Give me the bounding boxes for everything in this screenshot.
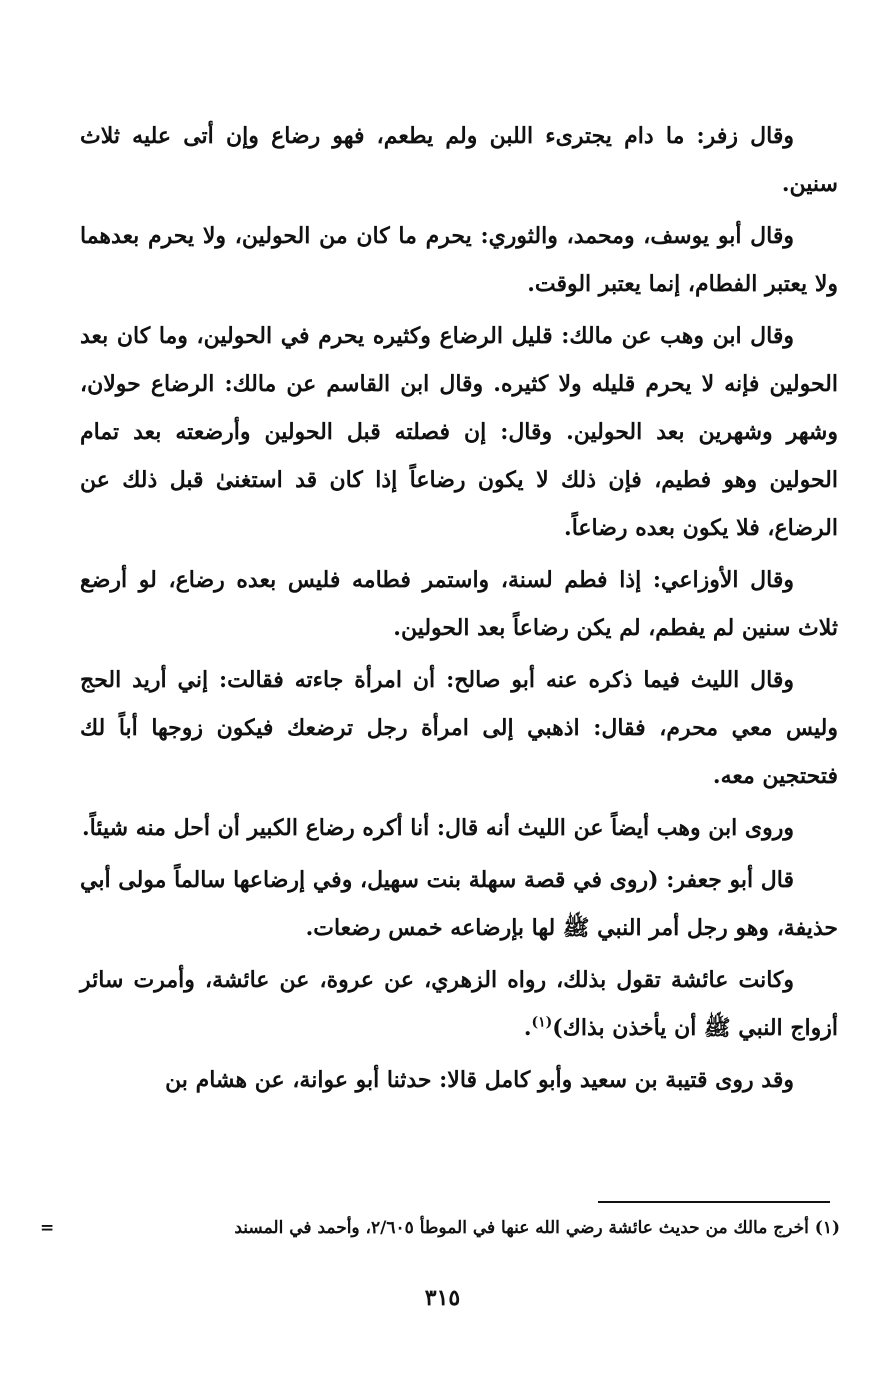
paragraph: قال أبو جعفر: (روى في قصة سهلة بنت سهيل، وفي إرضاعها سالماً مولى أبي حذيفة، وهو رجل أمر النبي ﷺ لها بإرضاعه خمس رضعات. (80, 867, 838, 941)
paragraph: وقال زفر: ما دام يجترىء اللبن ولم يطعم، فهو رضاع وإن أتى عليه ثلاث سنين. (80, 123, 838, 197)
paragraph: وقال أبو يوسف، ومحمد، والثوري: يحرم ما كان من الحولين، ولا يحرم بعدهما ولا يعتبر الفطام، إنما يعتبر الوقت. (80, 223, 838, 297)
paragraph-text: وكانت عائشة تقول بذلك، رواه الزهري، عن عروة، عن عائشة، وأمرت سائر أزواج النبي ﷺ أن يأخذن بذاك) (80, 967, 838, 1041)
footnote-text: (١) أخرج مالك من حديث عائشة رضي الله عنها في الموطأ ٢/٦٠٥، وأحمد في المسند (234, 1218, 840, 1238)
paragraph-with-footnote: وكانت عائشة تقول بذلك، رواه الزهري، عن عروة، عن عائشة، وأمرت سائر أزواج النبي ﷺ أن يأخذن بذاك)$^{(١)}$. (80, 967, 838, 1041)
body-text (80, 112, 838, 1108)
paragraph: وقال ابن وهب عن مالك: قليل الرضاع وكثيره يحرم في الحولين، وما كان بعد الحولين فإنه لا يحرم قليله ولا كثيره. وقال ابن القاسم عن مالك: الرضاع حولان، وشهر وشهرين بعد الحولين. وقال: إن فصلته قبل الحولين وأرضعته بعد تمام الحولين وهو فطيم، فإن ذلك لا يكون رضاعاً إذا كان قد استغنىٰ قبل ذلك عن الرضاع، فلا يكون بعده رضاعاً. (80, 323, 838, 541)
paragraph: وقد روى قتيبة بن سعيد وأبو كامل قالا: حدثنا أبو عوانة، عن هشام بن (165, 1067, 794, 1093)
footnote-continuation-mark: = (40, 1218, 55, 1238)
paragraph: وقال الأوزاعي: إذا فطم لسنة، واستمر فطامه فليس بعده رضاع، لو أرضع ثلاث سنين لم يفطم، لم يكن رضاعاً بعد الحولين. (80, 567, 838, 641)
footnote-separator (598, 1201, 830, 1203)
footnote (40, 1210, 840, 1246)
footnote-reference: (١) (531, 1014, 553, 1031)
page-number: ٣١٥ (424, 1285, 461, 1311)
paragraph: وقال الليث فيما ذكره عنه أبو صالح: أن امرأة جاءته فقالت: إني أريد الحج وليس معي محرم، فقال: اذهبي إلى امرأة رجل ترضعك فيكون زوجها أباً لك فتحتجين معه. (80, 667, 838, 789)
paragraph: وروى ابن وهب أيضاً عن الليث أنه قال: أنا أكره رضاع الكبير أن أحل منه شيئاً. (81, 815, 794, 841)
